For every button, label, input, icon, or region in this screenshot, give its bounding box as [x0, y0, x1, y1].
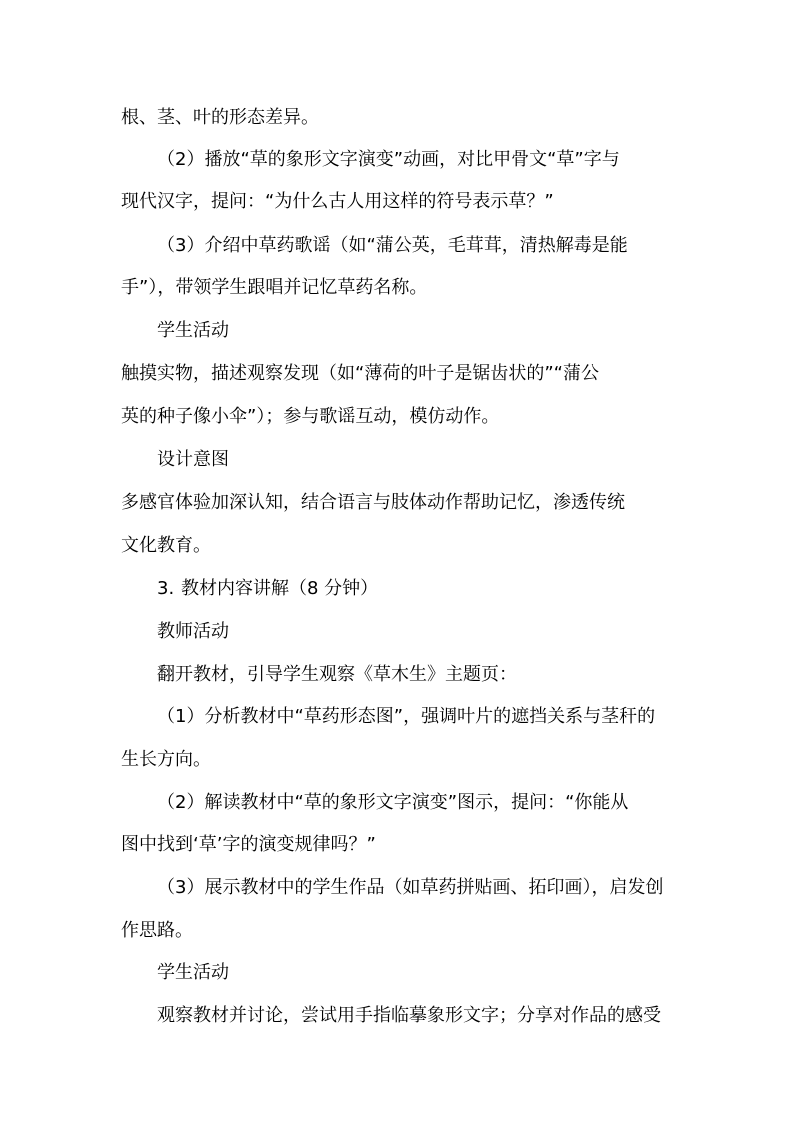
paragraph-line: （3）介绍中草药歌谣（如“蒲公英，毛茸茸，清热解毒是能 — [157, 235, 628, 256]
section-heading-teacher-activity: 教师活动 — [157, 621, 229, 642]
section-heading-design-intent: 设计意图 — [157, 449, 229, 470]
paragraph-line: 图中找到‘草’字的演变规律吗？” — [121, 834, 376, 855]
paragraph-line: （2）解读教材中“草的象形文字演变”图示，提问：“你能从 — [157, 792, 629, 813]
section-number: 3. — [157, 578, 175, 599]
section-heading-student-activity: 学生活动 — [157, 320, 229, 341]
paragraph-line: 文化教育。 — [121, 535, 211, 556]
paragraph-line: 根、茎、叶的形态差异。 — [121, 107, 319, 128]
section-heading-student-activity: 学生活动 — [157, 962, 229, 983]
paragraph-line: 观察教材并讨论，尝试用手指临摹象形文字；分享对作品的感受 — [157, 1005, 661, 1026]
section-title: 教材内容讲解（8 分钟） — [181, 578, 379, 599]
paragraph-line: 现代汉字，提问：“为什么古人用这样的符号表示草？” — [121, 191, 554, 212]
paragraph-line: （3）展示教材中的学生作品（如草药拼贴画、拓印画），启发创 — [157, 877, 664, 898]
paragraph-line: 英的种子像小伞”）；参与歌谣互动，模仿动作。 — [121, 406, 500, 427]
paragraph-line: （1）分析教材中“草药形态图”，强调叶片的遮挡关系与茎秆的 — [157, 706, 656, 727]
paragraph-line: 生长方向。 — [121, 749, 211, 770]
paragraph-line: 多感官体验加深认知，结合语言与肢体动作帮助记忆，渗透传统 — [121, 492, 625, 513]
paragraph-line: 触摸实物，描述观察发现（如“薄荷的叶子是锯齿状的”“蒲公 — [121, 363, 599, 384]
paragraph-line: 手”），带领学生跟唱并记忆草药名称。 — [121, 277, 428, 298]
paragraph-line: 翻开教材，引导学生观察《草木生》主题页： — [157, 664, 517, 685]
paragraph-line: 作思路。 — [121, 920, 193, 941]
paragraph-line: （2）播放“草的象形文字演变”动画，对比甲骨文“草”字与 — [157, 149, 620, 170]
